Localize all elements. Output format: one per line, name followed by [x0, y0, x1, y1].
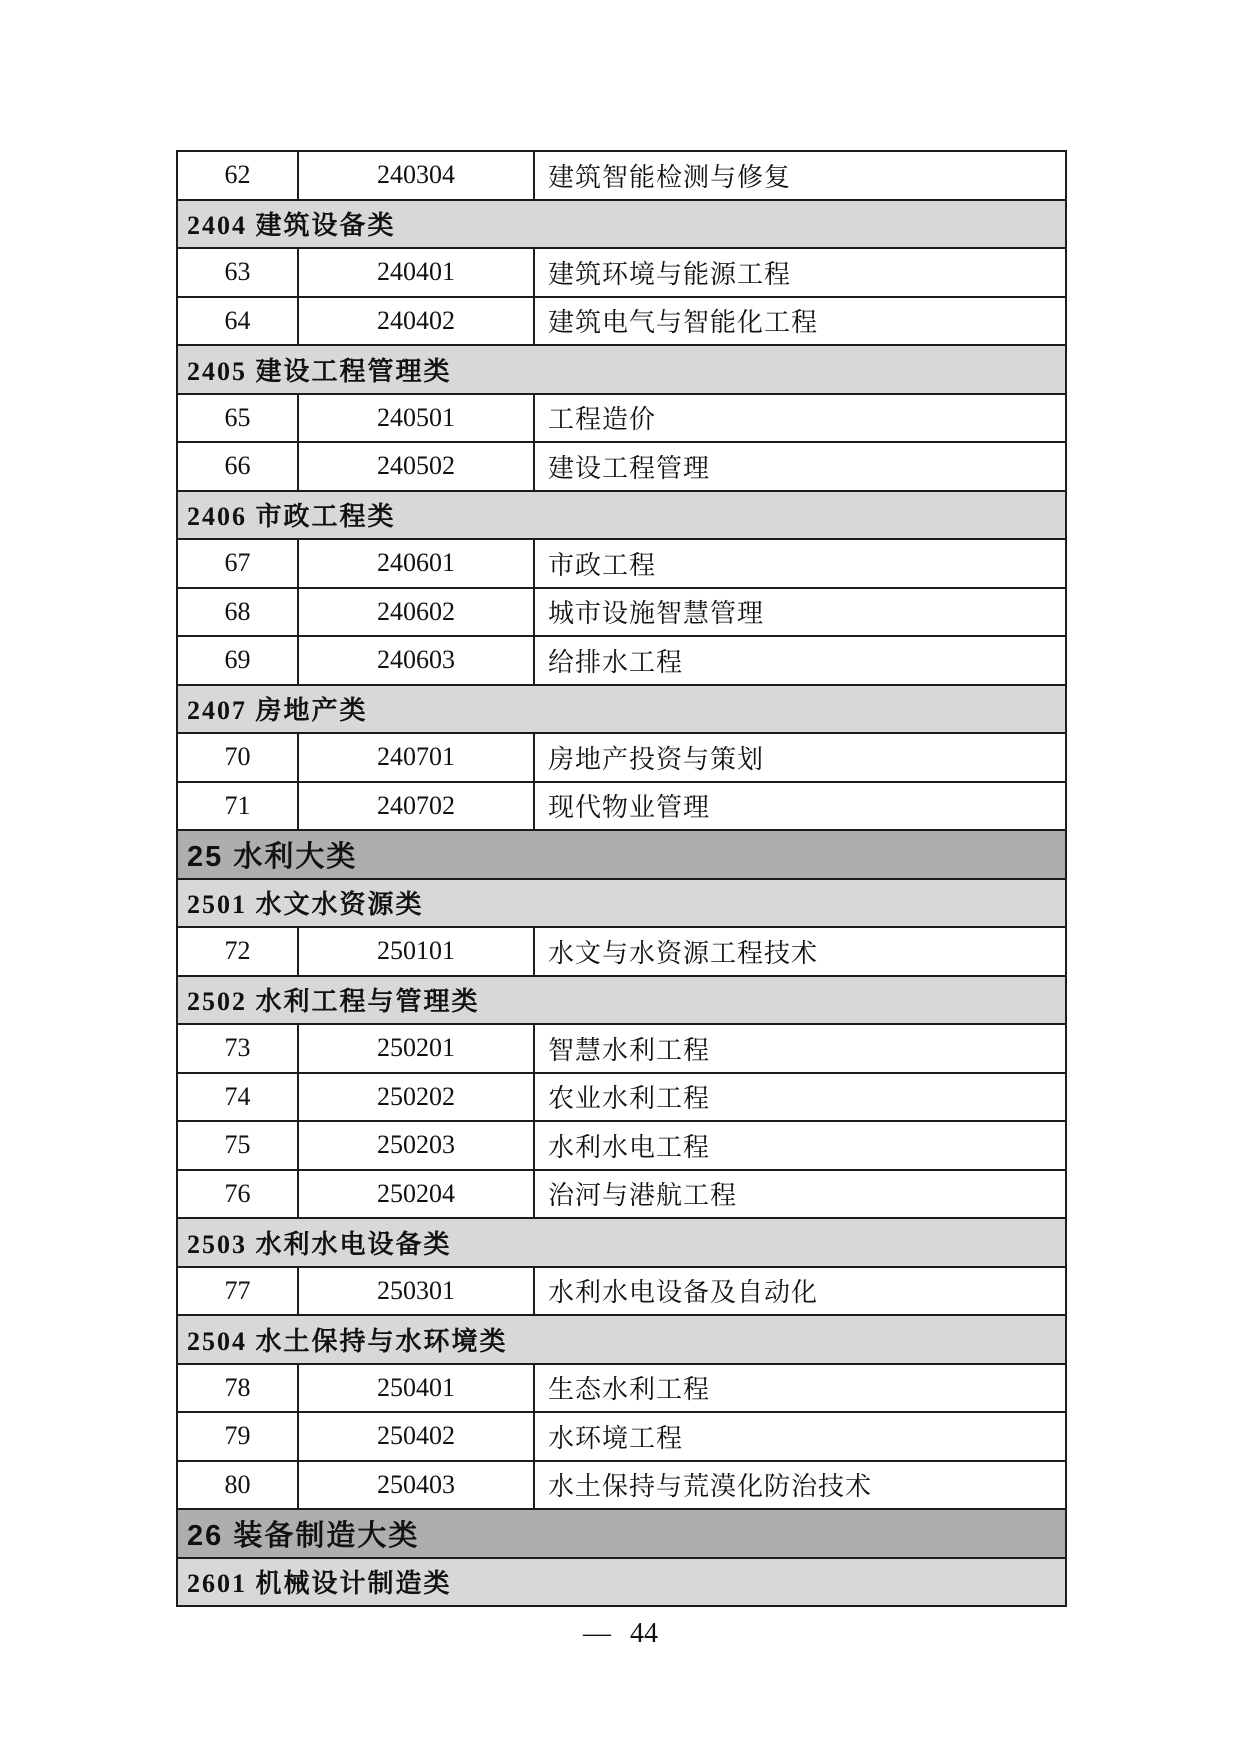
majors-table: [176, 150, 1067, 1607]
category-header-row: [177, 1509, 1066, 1558]
row-number: 63: [177, 248, 298, 297]
table-row: [177, 1024, 1066, 1073]
majors-table-body: [177, 151, 1066, 1606]
row-number: 64: [177, 297, 298, 346]
table-row: [177, 1121, 1066, 1170]
major-code: 240502: [298, 442, 534, 491]
major-code: 250202: [298, 1073, 534, 1122]
row-number: 80: [177, 1461, 298, 1510]
subcategory-header-row: [177, 345, 1066, 394]
table-row: [177, 539, 1066, 588]
table-row: [177, 1073, 1066, 1122]
row-number: 68: [177, 588, 298, 637]
row-number: 71: [177, 782, 298, 831]
section-label: 2407 房地产类: [177, 685, 1066, 734]
major-code: 240501: [298, 394, 534, 443]
major-name: 水土保持与荒漠化防治技术: [534, 1461, 1066, 1510]
page-footer: [0, 1618, 1241, 1650]
major-code: 240603: [298, 636, 534, 685]
row-number: 62: [177, 151, 298, 200]
table-row: [177, 297, 1066, 346]
table-row: [177, 1364, 1066, 1413]
major-code: 240602: [298, 588, 534, 637]
major-code: 250203: [298, 1121, 534, 1170]
major-name: 水利水电设备及自动化: [534, 1267, 1066, 1316]
table-row: [177, 442, 1066, 491]
section-label: 2501 水文水资源类: [177, 879, 1066, 928]
section-label: 2405 建设工程管理类: [177, 345, 1066, 394]
table-row: [177, 1170, 1066, 1219]
section-label: 2504 水土保持与水环境类: [177, 1315, 1066, 1364]
major-code: 240601: [298, 539, 534, 588]
subcategory-header-row: [177, 1558, 1066, 1607]
section-label: 2404 建筑设备类: [177, 200, 1066, 249]
table-row: [177, 248, 1066, 297]
table-row: [177, 151, 1066, 200]
major-code: 240304: [298, 151, 534, 200]
row-number: 75: [177, 1121, 298, 1170]
row-number: 79: [177, 1412, 298, 1461]
major-name: 建筑电气与智能化工程: [534, 297, 1066, 346]
major-code: 250401: [298, 1364, 534, 1413]
row-number: 67: [177, 539, 298, 588]
table-row: [177, 1412, 1066, 1461]
major-name: 水文与水资源工程技术: [534, 927, 1066, 976]
major-code: 250201: [298, 1024, 534, 1073]
row-number: 72: [177, 927, 298, 976]
major-name: 工程造价: [534, 394, 1066, 443]
category-header-row: [177, 830, 1066, 879]
major-name: 城市设施智慧管理: [534, 588, 1066, 637]
major-name: 水利水电工程: [534, 1121, 1066, 1170]
table-row: [177, 1461, 1066, 1510]
major-name: 市政工程: [534, 539, 1066, 588]
section-label: 26 装备制造大类: [177, 1509, 1066, 1558]
section-label: 2502 水利工程与管理类: [177, 976, 1066, 1025]
major-name: 现代物业管理: [534, 782, 1066, 831]
major-code: 240401: [298, 248, 534, 297]
table-row: [177, 588, 1066, 637]
major-name: 建筑智能检测与修复: [534, 151, 1066, 200]
row-number: 76: [177, 1170, 298, 1219]
row-number: 70: [177, 733, 298, 782]
major-code: 240402: [298, 297, 534, 346]
row-number: 77: [177, 1267, 298, 1316]
table-row: [177, 1267, 1066, 1316]
section-label: 25 水利大类: [177, 830, 1066, 879]
subcategory-header-row: [177, 685, 1066, 734]
subcategory-header-row: [177, 1315, 1066, 1364]
subcategory-header-row: [177, 879, 1066, 928]
subcategory-header-row: [177, 976, 1066, 1025]
table-row: [177, 636, 1066, 685]
major-code: 250301: [298, 1267, 534, 1316]
subcategory-header-row: [177, 200, 1066, 249]
page-number: — 44: [583, 1618, 658, 1649]
major-name: 智慧水利工程: [534, 1024, 1066, 1073]
major-code: 250101: [298, 927, 534, 976]
section-label: 2503 水利水电设备类: [177, 1218, 1066, 1267]
major-name: 建筑环境与能源工程: [534, 248, 1066, 297]
major-name: 生态水利工程: [534, 1364, 1066, 1413]
major-code: 240701: [298, 733, 534, 782]
major-name: 建设工程管理: [534, 442, 1066, 491]
row-number: 78: [177, 1364, 298, 1413]
major-code: 250402: [298, 1412, 534, 1461]
table-row: [177, 927, 1066, 976]
subcategory-header-row: [177, 491, 1066, 540]
major-name: 治河与港航工程: [534, 1170, 1066, 1219]
major-code: 240702: [298, 782, 534, 831]
table-row: [177, 733, 1066, 782]
row-number: 65: [177, 394, 298, 443]
row-number: 73: [177, 1024, 298, 1073]
section-label: 2601 机械设计制造类: [177, 1558, 1066, 1607]
major-name: 给排水工程: [534, 636, 1066, 685]
subcategory-header-row: [177, 1218, 1066, 1267]
major-name: 水环境工程: [534, 1412, 1066, 1461]
major-name: 房地产投资与策划: [534, 733, 1066, 782]
major-code: 250204: [298, 1170, 534, 1219]
major-name: 农业水利工程: [534, 1073, 1066, 1122]
major-code: 250403: [298, 1461, 534, 1510]
row-number: 69: [177, 636, 298, 685]
table-row: [177, 394, 1066, 443]
section-label: 2406 市政工程类: [177, 491, 1066, 540]
row-number: 66: [177, 442, 298, 491]
table-row: [177, 782, 1066, 831]
row-number: 74: [177, 1073, 298, 1122]
